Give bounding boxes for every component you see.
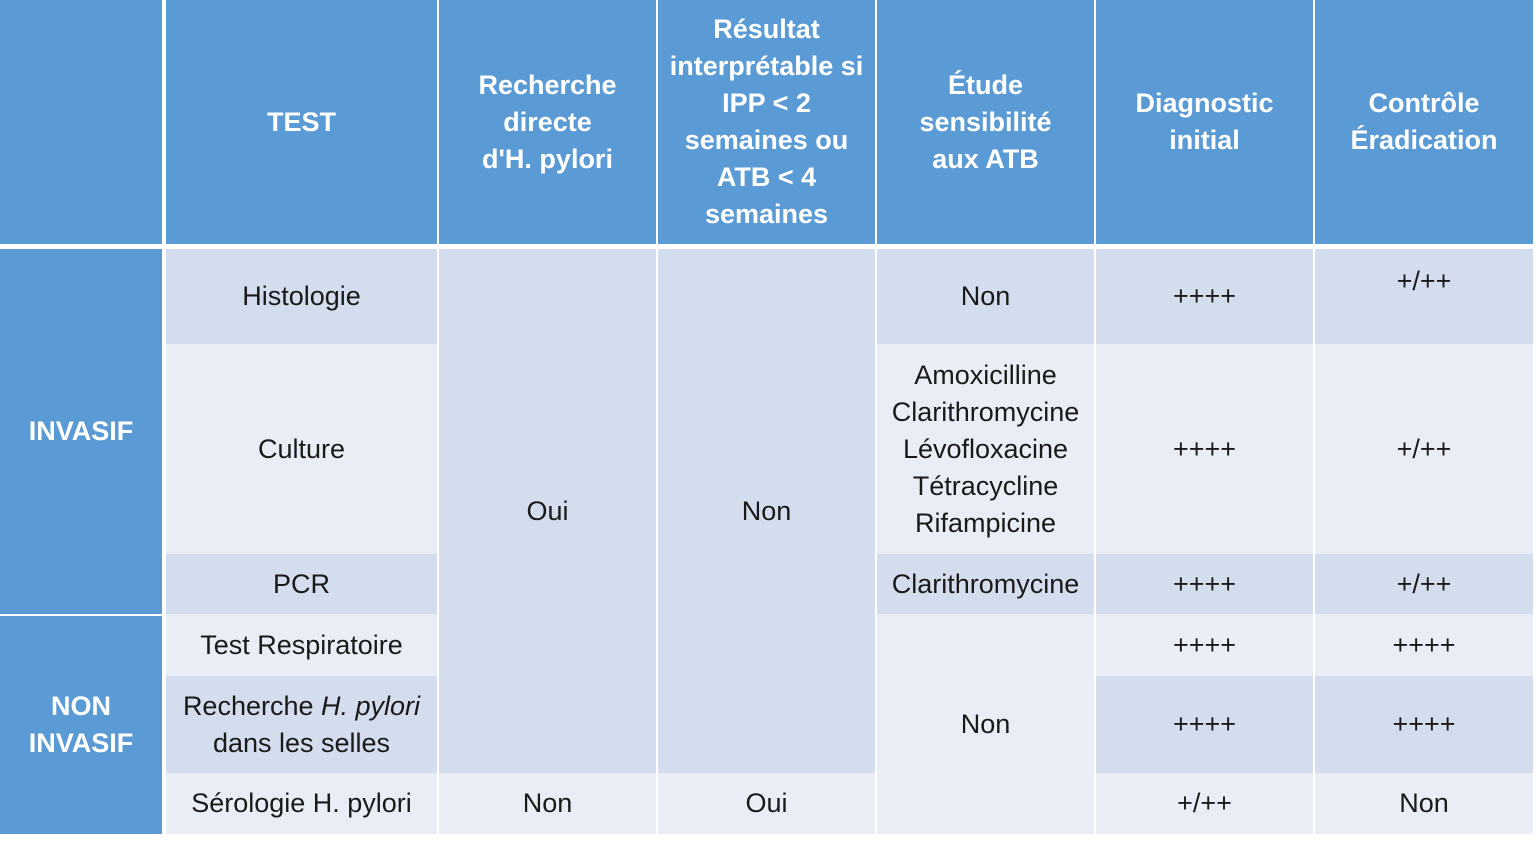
diagnosis-serologie: +/++ — [1096, 773, 1313, 834]
eradication-pcr: +/++ — [1315, 554, 1533, 614]
header-eradication-control: Contrôle Éradication — [1315, 0, 1533, 244]
diagnosis-respiratoire: ++++ — [1096, 614, 1313, 676]
header-corner — [0, 0, 162, 244]
test-selles — [166, 676, 437, 773]
header-interpretable-result: Résultat interprétable si IPP < 2 semaines ou ATB < 4 semaines — [658, 0, 875, 244]
test-selles-line2: dans les selles — [212, 727, 391, 758]
test-serologie: Sérologie H. pylori — [166, 773, 437, 834]
header-initial-diagnosis: Diagnostic initial — [1096, 0, 1313, 244]
eradication-culture: +/++ — [1315, 344, 1533, 554]
group-invasive: INVASIF — [0, 249, 162, 614]
test-respiratoire: Test Respiratoire — [166, 614, 437, 676]
direct-merged: Oui — [439, 249, 656, 773]
diagnosis-histologie: ++++ — [1096, 249, 1313, 344]
header-test: TEST — [166, 0, 437, 244]
eradication-serologie: Non — [1315, 773, 1533, 834]
group-noninvasive: NON INVASIF — [0, 616, 162, 834]
diagnosis-pcr: ++++ — [1096, 554, 1313, 614]
eradication-respiratoire: ++++ — [1315, 614, 1533, 676]
header-antibiotic-sensitivity: Étude sensibilité aux ATB — [877, 0, 1094, 244]
sensitivity-culture: Amoxicilline Clarithromycine Lévofloxacine Tétracycline Rifampicine — [877, 344, 1094, 554]
test-selles-italic: H. pylori — [321, 690, 421, 721]
test-selles-line1 — [183, 688, 420, 725]
diagnosis-culture: ++++ — [1096, 344, 1313, 554]
test-pcr: PCR — [166, 554, 437, 614]
direct-serologie: Non — [439, 773, 656, 834]
sensitivity-pcr: Clarithromycine — [877, 554, 1094, 614]
interpretable-serologie: Oui — [658, 773, 875, 834]
interpretable-merged: Non — [658, 249, 875, 773]
diagnosis-selles: ++++ — [1096, 676, 1313, 773]
test-histologie: Histologie — [166, 249, 437, 344]
eradication-histologie: +/++ — [1315, 249, 1533, 344]
test-culture: Culture — [166, 344, 437, 554]
test-selles-prefix: Recherche — [182, 690, 322, 721]
eradication-selles: ++++ — [1315, 676, 1533, 773]
header-direct-search: Recherche directe d'H. pylori — [439, 0, 656, 244]
sensitivity-histologie: Non — [877, 249, 1094, 344]
sensitivity-noninvasive: Non — [877, 614, 1094, 834]
